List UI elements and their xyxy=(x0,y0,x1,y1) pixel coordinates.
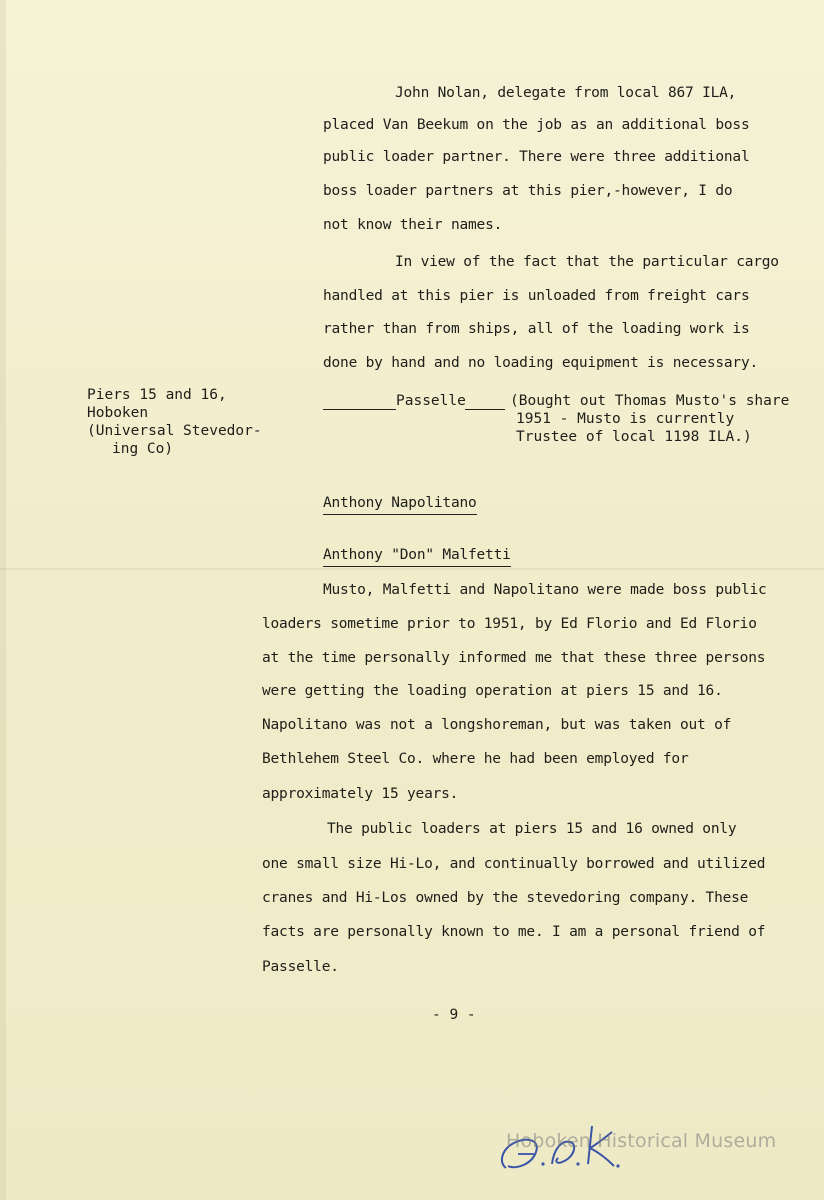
paragraph3-line: approximately 15 years. xyxy=(262,786,459,802)
margin-note-line: ing Co) xyxy=(112,441,174,457)
margin-note-line: Hoboken xyxy=(87,405,149,421)
paper-fold-line xyxy=(0,568,824,570)
passelle-note-line: 1951 - Musto is currently xyxy=(516,411,735,427)
paragraph1-line: boss loader partners at this pier,-however, I do xyxy=(323,183,733,199)
partner-name: Anthony "Don" Malfetti xyxy=(323,546,511,567)
paragraph4-line: Passelle. xyxy=(262,959,339,975)
paragraph4-line: cranes and Hi-Los owned by the stevedoring company. These xyxy=(262,890,749,906)
page-number: - 9 - xyxy=(432,1007,476,1023)
margin-note-line: (Universal Stevedor- xyxy=(87,423,262,439)
paragraph4-line: one small size Hi-Lo, and continually borrowed and utilized xyxy=(262,856,766,872)
paragraph3-line: Napolitano was not a longshoreman, but was taken out of xyxy=(262,717,732,733)
paragraph3-line: Bethlehem Steel Co. where he had been employed for xyxy=(262,751,689,767)
paragraph2-line: In view of the fact that the particular cargo xyxy=(395,254,779,270)
paragraph1-line: John Nolan, delegate from local 867 ILA, xyxy=(395,85,737,101)
paragraph4-line: facts are personally known to me. I am a personal friend of xyxy=(262,924,766,940)
paragraph1-line: public loader partner. There were three additional xyxy=(323,149,750,165)
paragraph3-line: were getting the loading operation at piers 15 and 16. xyxy=(262,683,723,699)
underline-blank xyxy=(323,409,396,410)
paragraph1-line: not know their names. xyxy=(323,217,503,233)
passelle-note-line: Trustee of local 1198 ILA.) xyxy=(516,429,752,445)
paragraph2-line: handled at this pier is unloaded from freight cars xyxy=(323,288,750,304)
paragraph3-line: loaders sometime prior to 1951, by Ed Florio and Ed Florio xyxy=(262,616,757,632)
paragraph3-line: Musto, Malfetti and Napolitano were made boss public xyxy=(323,582,767,598)
paragraph2-line: done by hand and no loading equipment is necessary. xyxy=(323,355,759,371)
paragraph4-line: The public loaders at piers 15 and 16 owned only xyxy=(327,821,737,837)
paragraph2-line: rather than from ships, all of the loading work is xyxy=(323,321,750,337)
underline-blank xyxy=(465,409,505,410)
margin-note-line: Piers 15 and 16, xyxy=(87,387,227,403)
passelle-note-line: (Bought out Thomas Musto's share xyxy=(510,393,790,409)
partner-name: Anthony Napolitano xyxy=(323,494,477,515)
paragraph1-line: placed Van Beekum on the job as an additional boss xyxy=(323,117,750,133)
museum-watermark: Hoboken Historical Museum xyxy=(506,1130,777,1152)
paragraph3-line: at the time personally informed me that these three persons xyxy=(262,650,766,666)
paper-edge xyxy=(0,0,6,1200)
partner-name-passelle: Passelle xyxy=(396,393,466,409)
